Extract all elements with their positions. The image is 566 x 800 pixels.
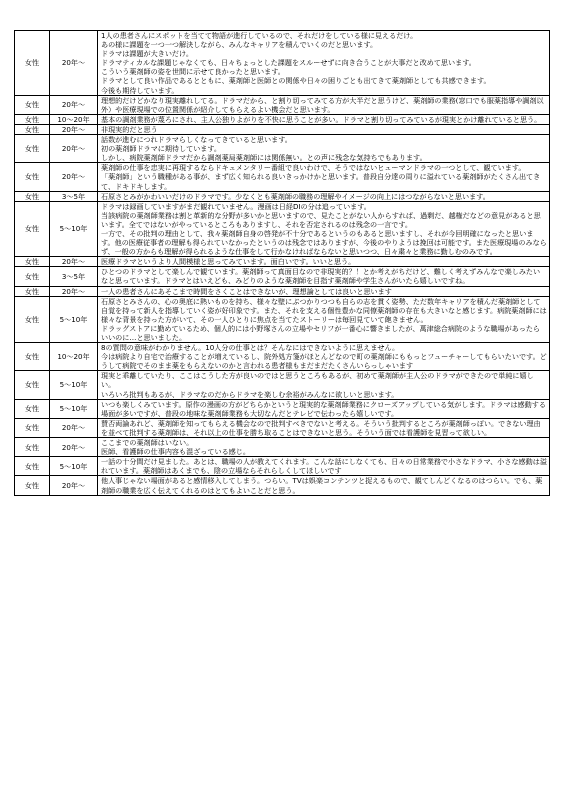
gender-cell: 女性	[15, 114, 50, 124]
comment-row	[15, 438, 550, 457]
comment-cell	[98, 135, 550, 163]
comment-line: あの様に課題を一つ一つ解決しながら、みんなキャリアを積んでいくのだと思います。	[101, 40, 378, 50]
comment-line: 今は病院より自宅で治療することが増えているし、院外処方箋がほとんどなので町の薬剤師にももっとフューチャーしてもらいたいです。どうして病院でそのまま薬をもらえないのかと言われる患者様もまだまだたくさんいらっしゃいます	[101, 352, 547, 371]
comment-row	[15, 457, 550, 476]
experience-cell: 20年～	[50, 135, 98, 163]
experience-cell: 20年～	[50, 95, 98, 114]
gender-cell: 女性	[15, 438, 50, 457]
comment-line: 一話の十分間だけ見ました。あとは、職場の人が教えてくれます。こんな話にしなくても、日々の日常業務で小さなドラマ、小さな感動は溢れています。薬剤師はあくまでも、陰の立場ならそれらしくしてほしいです	[101, 457, 547, 476]
gender-cell: 女性	[15, 257, 50, 267]
experience-cell: 20年～	[50, 286, 98, 296]
comment-cell	[98, 343, 550, 371]
comment-line: 一人の患者さんにあそこまで時間をさくことはできないが、理想論としては良いと思います	[101, 286, 392, 296]
gender-cell: 女性	[15, 286, 50, 296]
comment-line: こういう薬剤師の姿を世間に示せて良かったと思います。	[101, 67, 285, 77]
comment-line: しかし、病院薬剤師ドラマだから調剤薬局薬剤師には関係無い。との声に残念な気持ちでもあります。	[101, 153, 427, 163]
comment-cell	[98, 296, 550, 342]
gender-cell: 女性	[15, 163, 50, 191]
comment-cell	[98, 371, 550, 399]
comment-line: 「薬剤師」という職種がある事が、まず広く知られる良いきっかけかと思います。普段自分達の周りに溢れている薬剤師がたくさん出てきて、ドキドキします。	[101, 172, 541, 191]
comment-row	[15, 343, 550, 371]
comment-row	[15, 476, 550, 495]
comment-line: いつも楽しくみています。原作の漫画の方がどちらかというと現実的な薬剤師業務にクローズアップしている気がします。ドラマは感動する場面が多いですが、普段の地味な薬剤師業務も大切なんだとテレビで伝わったら嬉しいです。	[101, 399, 546, 418]
comment-line: 1人の患者さんにスポットを当てて物語が進行しているので、それだけをしている様に見えるだけ。	[101, 31, 418, 40]
comment-line: ドラマは録画していますがまだ観れていません。漫画は日経DIの分は追っています。	[101, 201, 371, 211]
comment-cell	[98, 95, 550, 114]
comment-row	[15, 201, 550, 257]
comment-line: ドラマは課題が大きいだけ。	[101, 49, 193, 59]
gender-cell: 女性	[15, 457, 50, 476]
gender-cell: 女性	[15, 418, 50, 437]
comment-line: ドラマティカルな課題じゃなくても、日々ちょっとした課題をスルーせずに向き合うことが大事だと改めて思います。	[101, 58, 476, 68]
comment-cell	[98, 114, 550, 124]
experience-cell: 20年～	[50, 124, 98, 134]
comment-cell	[98, 191, 550, 201]
comment-cell	[98, 457, 550, 476]
comment-cell	[98, 163, 550, 191]
experience-cell: 5～10年	[50, 296, 98, 342]
comment-cell	[98, 124, 550, 134]
comment-line: 医療ドラマというより人間模様と思ってみています。面白いです。いいと思う。	[101, 257, 356, 267]
gender-cell: 女性	[15, 371, 50, 399]
comment-cell	[98, 267, 550, 286]
comment-sheet	[14, 30, 550, 798]
comment-line: 当該病院の薬剤師業務は割と革新的な分野が多いかと思いますので、見たことがない人からすれば、過剰だ、越権だなどの意見があると思います。全てではないがやっているところもありますし、それを否定されるのは残念の一言です。	[101, 210, 541, 229]
gender-cell: 女性	[15, 95, 50, 114]
gender-cell: 女性	[15, 191, 50, 201]
experience-cell: 3～5年	[50, 191, 98, 201]
experience-cell: 10～20年	[50, 114, 98, 124]
gender-cell: 女性	[15, 399, 50, 418]
comment-row	[15, 114, 550, 124]
comment-row	[15, 296, 550, 342]
gender-cell: 女性	[15, 124, 50, 134]
comment-row	[15, 418, 550, 437]
experience-cell: 5～10年	[50, 371, 98, 399]
comment-line: 今後も期待しています。	[101, 85, 179, 95]
comment-cell	[98, 31, 550, 96]
comment-cell	[98, 257, 550, 267]
comment-row	[15, 399, 550, 418]
comment-row	[15, 267, 550, 286]
experience-cell: 20年～	[50, 163, 98, 191]
comment-line: ひとつのドラマとして楽しんで観ています。薬剤師って真面目なので非現実的？！とか考えがちだけど、難しく考えずみんなで楽しみたいなと思っています。ドラマとはいえども、みどりのような薬剤師を目指す薬剤師や学生さんがいたら嬉しいですね。	[101, 267, 541, 286]
comment-row	[15, 135, 550, 163]
experience-cell: 20年～	[50, 257, 98, 267]
gender-cell: 女性	[15, 31, 50, 96]
comment-line: 石原さとみがかわいいだけのドラマです。少なくとも薬剤師の職務の理解やイメージの向上にはつながらないと思います。	[101, 191, 490, 201]
experience-cell: 5～10年	[50, 201, 98, 257]
comment-row	[15, 163, 550, 191]
gender-cell: 女性	[15, 201, 50, 257]
experience-cell: 10～20年	[50, 343, 98, 371]
comment-row	[15, 95, 550, 114]
gender-cell: 女性	[15, 296, 50, 342]
comment-line: 非現実的だと思う	[101, 124, 158, 134]
comment-line: 薬剤師の仕事を忠実に再現するならドキュメンタリー番組で良いわけで、そうではないヒューマンドラマの一つとして、観ています。	[101, 163, 526, 173]
comment-row	[15, 371, 550, 399]
experience-cell: 20年～	[50, 476, 98, 495]
comment-line: 初の薬剤師ドラマに期待しています。	[101, 144, 222, 154]
comment-cell	[98, 418, 550, 437]
comment-line: いろいろ批判もあるが、ドラマなのだからドラマを楽しむ余裕がみんなに欲しいと思います。	[101, 389, 399, 399]
comment-table	[14, 30, 550, 496]
comment-line: 一方で、その批判の理由として、我々薬剤師自身の啓発が不十分であるというのもあると思いますし、それが今回明確になったと思います。他の医療従事者の理解も得られていなかったというのは残念ではありますが、今後のやりようは挽回は可能です。また医療現場のみならず、一般の方からも理解が得られるような仕事をして行かなければならないと思いつつ、日々粛々と業務に勤しむのみです。	[101, 228, 547, 257]
comment-line: 基本の調剤業務が蔑ろにされ、主人公独りよがりを不快に思うことが多い。ドラマと割り切ってみているが現実とかけ離れていると思う。	[101, 114, 542, 124]
comment-line: ここまでの薬剤師はいない。	[101, 438, 194, 448]
comment-row	[15, 286, 550, 296]
comment-cell	[98, 286, 550, 296]
experience-cell: 20年～	[50, 438, 98, 457]
experience-cell: 20年～	[50, 418, 98, 437]
comment-line: 賛否両論あれど、薬剤師を知ってもらえる機会なので批判すべきでないと考える。そういう批判するところが薬剤師っぽい。できない理由を並べて批判する薬剤師は、それ以上の仕事を勝ち取ることはできないと思う。そういう面では看護師を見習って欲しい。	[101, 418, 541, 437]
experience-cell: 5～10年	[50, 399, 98, 418]
comment-line: ドラマとして良い作品であるとともに、薬剤師と医師との関係や日々の困りごとも出てきて薬剤師としても共感できます。	[101, 76, 491, 86]
comment-line: 話数が進むにつれドラマらしくなってきていると思います。	[101, 135, 292, 145]
gender-cell: 女性	[15, 476, 50, 495]
experience-cell: 3～5年	[50, 267, 98, 286]
comment-line: 石原さとみさんの、心の奥底に熱いものを持ち、様々な壁にぶつかりつつも自らの志を貫く姿勢、ただ数年キャリアを積んだ薬剤師として自覚を持って新人を指導していく姿が好印象です。また、それを支える個性豊かな同僚薬剤師の存在も大きいなと感じます。病院薬剤師には様々な背景を持った方がいて、その一人ひとりに焦点を当てたストーリーは毎回見ていて飽きません。	[101, 296, 547, 324]
comment-row	[15, 31, 550, 96]
experience-cell: 20年～	[50, 31, 98, 96]
comment-line: 他人事じゃない場面があると感情移入してしまう。つらい。TVは娯楽コンテンツと捉えるもので、観てしんどくなるのはつらい。でも、薬剤師の職業を広く伝えてくれるのはとてもよいことだと思う。	[101, 476, 543, 495]
gender-cell: 女性	[15, 343, 50, 371]
gender-cell: 女性	[15, 135, 50, 163]
comment-cell	[98, 201, 550, 257]
comment-line: 理想的だけどかなり現実離れしてる。ドラマだから、と割り切ってみてる方が大半だと思うけど、薬剤師の業務(窓口でも服薬指導や調剤以外）や医療現場での位置関係が紹介してもらえるよい機会だと思います。	[101, 95, 544, 114]
comment-line: 医師、看護師の仕事内容も混ざっている感じ。	[101, 447, 250, 457]
comment-cell	[98, 399, 550, 418]
comment-row	[15, 257, 550, 267]
comment-line: 8の質問の意味がわかりません。10人分の仕事とは？そんなにはできないように思えません。	[101, 343, 400, 353]
gender-cell: 女性	[15, 267, 50, 286]
comment-row	[15, 191, 550, 201]
comment-cell	[98, 476, 550, 495]
comment-line: 現実と乖離していたり、ここはこうした方が良いのではと思うところもあるが、初めて薬剤師が主人公のドラマができたので単純に嬉しい。	[101, 371, 534, 390]
comment-line: ドラッグストアに勤めているため、個人的には小野塚さんの立場やセリフが一番心に響きましたが、萬津総合病院のような職場があったらいいのに…と思いました。	[101, 323, 541, 342]
comment-rows	[15, 31, 550, 496]
experience-cell: 5～10年	[50, 457, 98, 476]
comment-row	[15, 124, 550, 134]
comment-cell	[98, 438, 550, 457]
